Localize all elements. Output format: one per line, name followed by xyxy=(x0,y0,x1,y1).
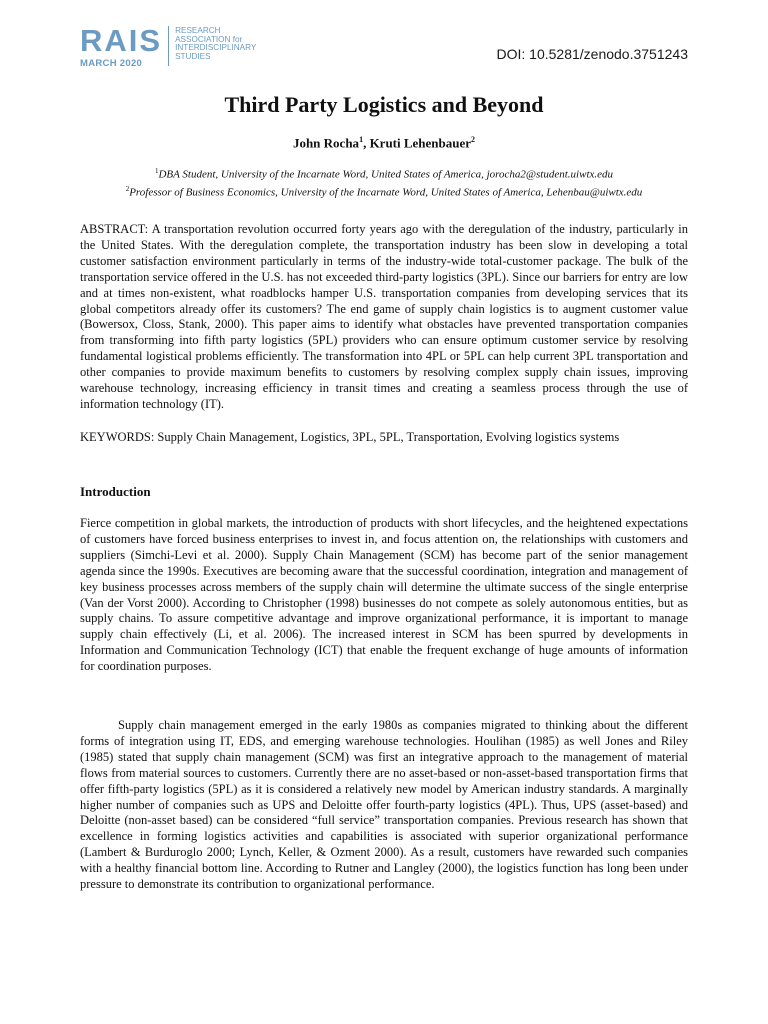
paper-title: Third Party Logistics and Beyond xyxy=(224,92,544,117)
affiliations xyxy=(80,164,688,200)
section-heading: Introduction xyxy=(80,484,151,499)
body-paragraph: Supply chain management emerged in the early 1980s as companies migrated to thinking about the different forms of integration using IT, EDS, and emerging warehouse technologies. Houlihan (1985) as well Jones and Riley (1985) stated that supply chain management (SCM) was first an integrative approach to the management of material flows from material sources to customers. Currently there are no asset-based or non-asset-based transportation firms that offer fifth-party logistics (5PL) as it is considered a relatively new model by American industry standards. A marginally higher number of companies such as UPS and Deloitte offer fourth-party logistics (4PL). Thus, UPS (asset-based) and Deloitte (non-asset based) can be considered “full service” transportation companies. Previous research has shown that excellence in forming logistics activities and capabilities is associated with superior organizational performance (Lambert & Burduroglo 2000; Lynch, Keller, & Ozment 2000). As a result, customers have rewarded such companies with a healthy financial bottom line. According to Rutner and Langley (2000), the logistics function has long been under pressure to demonstrate its contribution to organizational performance. xyxy=(80,718,688,892)
author-sup: 1 xyxy=(359,135,364,144)
logo-divider xyxy=(168,26,169,66)
author-sup: 2 xyxy=(471,135,476,144)
affiliation: $^2$Professor of Business Economics, University of the Incarnate Word, United States of America, Lehenbau@uiwtx.edu xyxy=(125,185,643,199)
abstract: ABSTRACT: A transportation revolution occurred forty years ago with the deregulation of the industry, particularly in the United States. With the deregulation complete, the transportation industry has been slow in developing a total customer satisfaction environment particularly in terms of the industry-wide total-customer package. The bulk of the transportation service offered in the U.S. has not exceeded third-party logistics (3PL). Since our barriers for entry are low and at times non-existent, what roadblocks hamper U.S. transportation companies from developing services that its global competitors already offer its customers? The end game of supply chain logistics is to augment customer value (Bowersox, Closs, Stank, 2000). This paper aims to identify what obstacles have prevented transportation companies from transforming into fifth party logistics (5PL) providers who can ensure optimum customer service by resolving fundamental logistical problems efficiently. The transformation into 4PL or 5PL can help current 3PL transportation and other companies to provide maximum benefits to customers by resolving complex supply chain issues, improving warehouse technology, increasing efficiency in transit times and creating a seamless process through the use of information technology (IT). xyxy=(80,222,688,411)
body-paragraph: Fierce competition in global markets, the introduction of products with short lifecycles, and the heightened expectations of customers have forced business enterprises to invest in, and focus attention on, the relationships with customers and suppliers (Simchi-Levi et al. 2000). Supply Chain Management (SCM) has become part of the senior management agenda since the 1990s. Executives are becoming aware that the successful coordination, integration and management of key business processes across members of the supply chain will determine the ultimate success of the single enterprise (Van der Vorst 2000). According to Christopher (1998) businesses do not compete as solely autonomous entities, but as supply chains. To assure competitive advantage and improve organizational performance, it is important to manage supply chain effectively (Li, et al. 2006). The increased interest in SCM has been spurred by developments in Information and Communication Technology (ICT) that enable the frequent exchange of huge amounts of information for coordination purposes. xyxy=(80,516,688,674)
logo-org-name: RESEARCH ASSOCIATION for INTERDISCIPLINARY STUDIES xyxy=(175,26,257,61)
author-name: Kruti Lehenbauer xyxy=(369,135,472,151)
page-header xyxy=(80,23,688,72)
affiliation: $^1$DBA Student, University of the Incarnate Word, United States of America, jorocha2@student.uiwtx.edu xyxy=(154,167,614,181)
issue-date: MARCH 2020 xyxy=(80,58,143,69)
author-separator: , xyxy=(363,135,370,151)
logo-wordmark: RAIS xyxy=(80,23,163,58)
rais-logo xyxy=(80,23,257,69)
author-list xyxy=(0,135,768,151)
doi-link[interactable]: DOI: 10.5281/zenodo.3751243 xyxy=(496,46,688,62)
keywords: KEYWORDS: Supply Chain Management, Logistics, 3PL, 5PL, Transportation, Evolving logistics systems xyxy=(80,430,620,444)
author-name: John Rocha xyxy=(292,135,360,151)
